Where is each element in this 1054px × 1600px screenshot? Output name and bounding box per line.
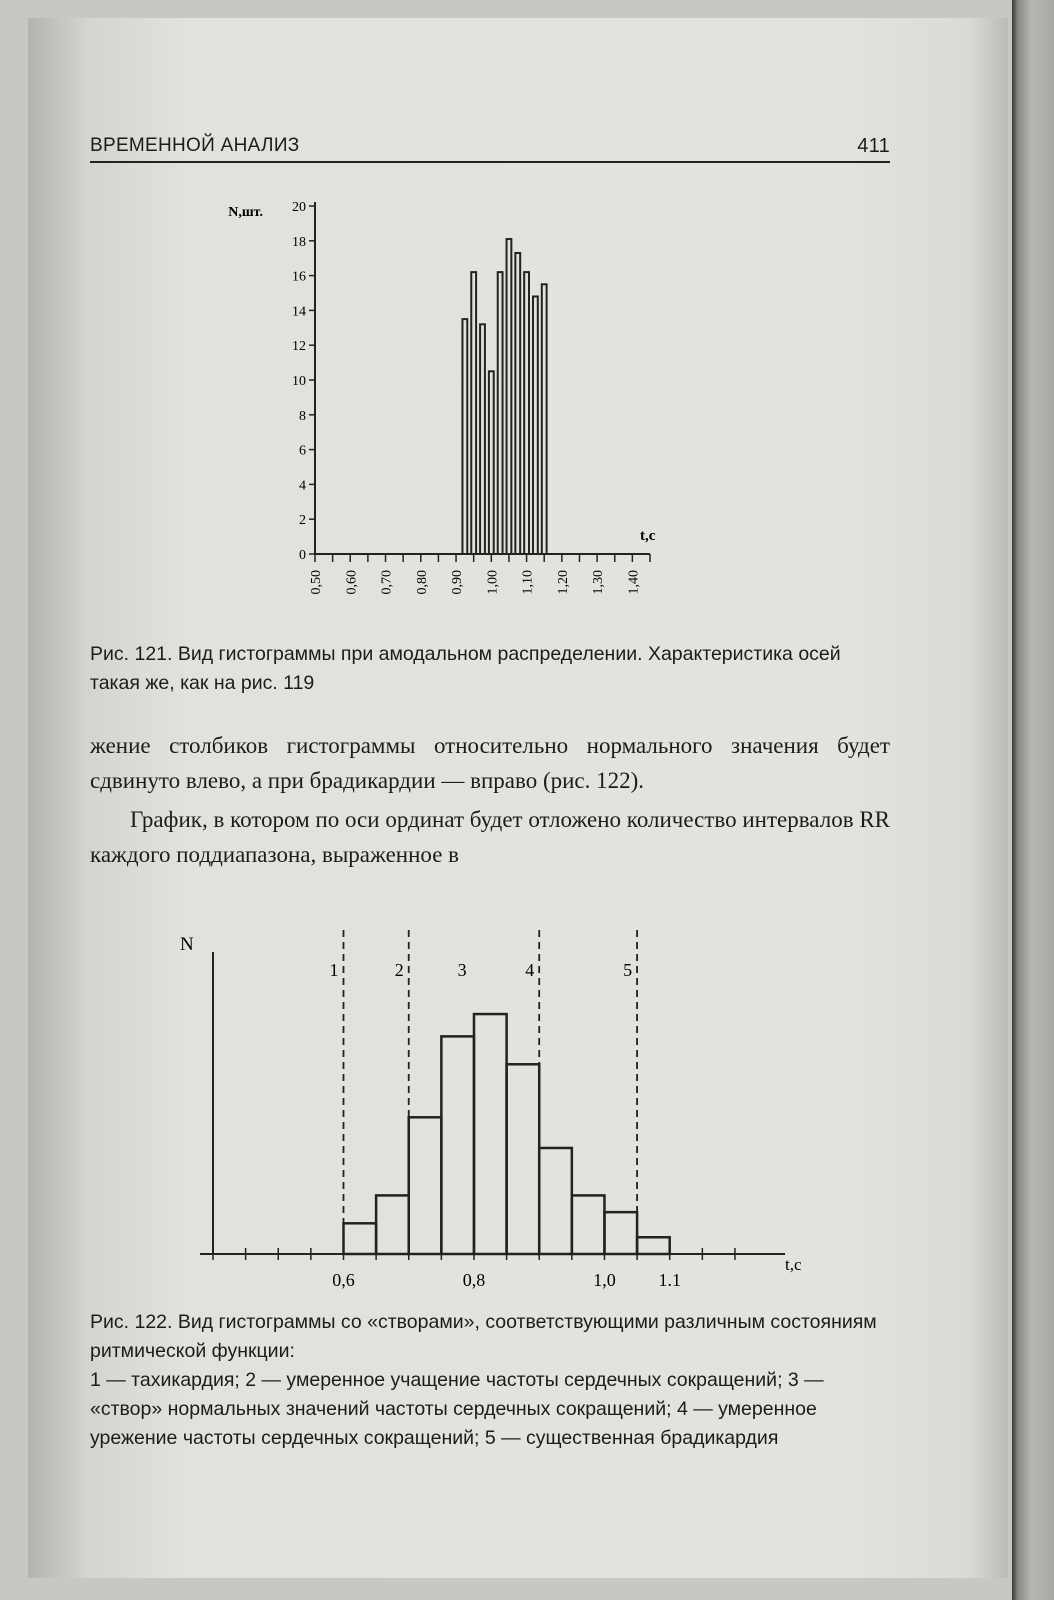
- body-text: [90, 728, 890, 872]
- x-tick-label: 1,20: [555, 570, 571, 595]
- histogram-bar: [462, 319, 467, 554]
- paragraph-1: жение столбиков гистограммы относительно нормального значения будет сдвинуто влево, а при брадикардии — вправо (рис. 122).: [90, 733, 890, 793]
- x-tick-label: 0,6: [332, 1270, 355, 1290]
- x-tick-label: 0,60: [344, 570, 360, 595]
- zone-label: 5: [623, 960, 633, 980]
- y-axis-title: N: [180, 934, 194, 955]
- x-tick-label: 1.1: [658, 1270, 681, 1290]
- histogram-bar: [489, 371, 494, 554]
- histogram-bar: [542, 284, 547, 554]
- y-tick-label: 14: [292, 304, 306, 320]
- histogram-bar: [604, 1212, 637, 1254]
- histogram-bar: [507, 239, 512, 554]
- paragraph-2: График, в котором по оси ординат будет отложено количество интервалов RR каждого поддиапазона, выраженное в: [90, 807, 890, 867]
- page-number: 411: [857, 135, 890, 157]
- y-axis-title: N,шт.: [228, 205, 263, 220]
- y-tick-label: 0: [299, 548, 306, 563]
- figure-121-histogram: [180, 190, 720, 630]
- y-tick-label: 8: [299, 408, 306, 424]
- histogram-bar: [637, 1237, 670, 1254]
- zone-label: 3: [457, 960, 467, 980]
- figure-122-histogram: [165, 920, 825, 1300]
- x-tick-label: 0,50: [309, 570, 324, 595]
- y-tick-label: 12: [292, 339, 306, 355]
- y-tick-label: 18: [292, 234, 306, 250]
- running-header: [90, 135, 890, 163]
- figure-122-caption-legend: 1 — тахикардия; 2 — умеренное учащение частоты сердечных сокращений; 3 — «створ» нормальных значений частоты сердечных сокращений; 4 — умеренное урежение частоты сердечных сокращений; 5 — существенная брадикардия: [90, 1369, 824, 1449]
- zone-label: 2: [394, 960, 404, 980]
- histogram-bar: [474, 1014, 507, 1254]
- figure-122-caption-title: Рис. 122. Вид гистограммы со «створами», соответствующими различным состояниям ритмической функции:: [90, 1311, 877, 1362]
- histogram-bar: [343, 1223, 376, 1254]
- y-tick-label: 10: [292, 374, 306, 389]
- histogram-bar: [539, 1148, 572, 1254]
- zone-label: 1: [329, 960, 339, 980]
- x-tick-label: 0,80: [414, 570, 430, 595]
- y-tick-label: 2: [299, 513, 306, 529]
- x-tick-label: 1,10: [520, 570, 536, 595]
- zone-label: 4: [525, 960, 535, 980]
- x-tick-label: 0,70: [379, 570, 395, 595]
- histogram-bar: [533, 296, 538, 554]
- y-tick-label: 20: [292, 200, 306, 215]
- histogram-bar: [498, 272, 503, 554]
- book-spine: [1012, 0, 1054, 1600]
- y-tick-label: 16: [292, 269, 306, 285]
- histogram-bar: [480, 324, 485, 554]
- x-tick-label: 1,00: [485, 570, 501, 595]
- histogram-bar: [507, 1064, 540, 1254]
- histogram-bar: [441, 1036, 474, 1254]
- figure-122-caption: [90, 1308, 890, 1453]
- figure-121-caption: Рис. 121. Вид гистограммы при амодальном распределении. Характеристика осей такая же, как на рис. 119: [90, 643, 841, 694]
- histogram-bar: [515, 253, 520, 554]
- x-tick-label: 1,40: [626, 570, 642, 595]
- y-tick-label: 6: [299, 443, 306, 459]
- x-tick-label: 0,8: [462, 1270, 486, 1290]
- y-tick-label: 4: [299, 478, 306, 494]
- histogram-bar: [409, 1117, 442, 1254]
- histogram-bar: [524, 272, 529, 554]
- histogram-bar: [471, 272, 476, 554]
- x-tick-label: 0,90: [450, 570, 466, 595]
- x-tick-label: 1,0: [593, 1270, 616, 1290]
- x-axis-title: t,c: [785, 1255, 802, 1274]
- histogram-bar: [376, 1195, 409, 1254]
- x-tick-label: 1,30: [591, 570, 607, 595]
- section-title: ВРЕМЕННОЙ АНАЛИЗ: [90, 135, 300, 156]
- histogram-bar: [572, 1195, 605, 1254]
- x-axis-title: t,c: [640, 528, 656, 544]
